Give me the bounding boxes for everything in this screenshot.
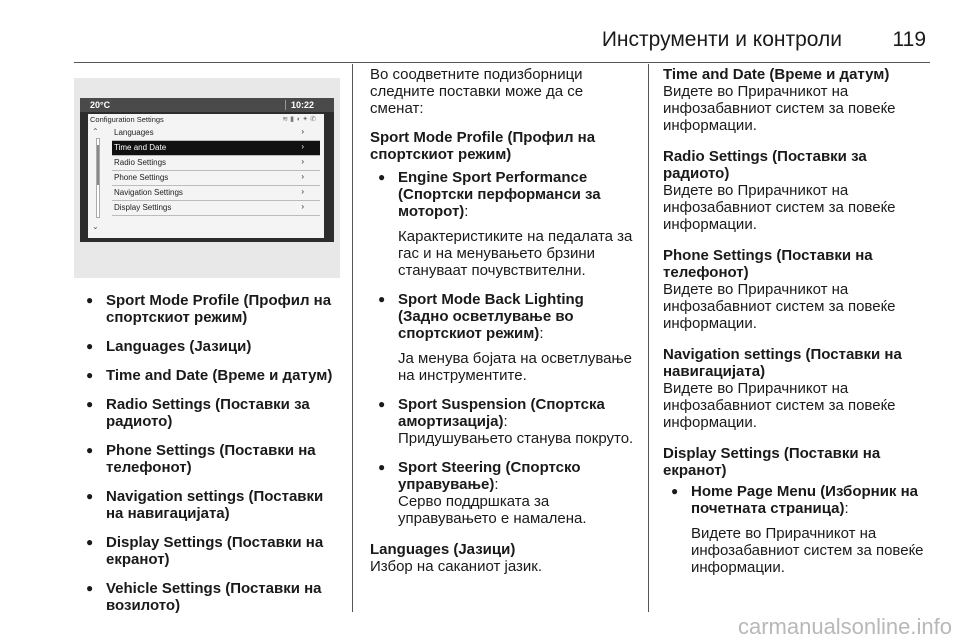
- languages-heading: Languages (Јазици): [370, 541, 516, 558]
- chevron-right-icon: ›: [301, 202, 304, 211]
- settings-icon: ✦: [302, 116, 311, 123]
- settings-menu: [112, 126, 320, 216]
- display-item: ● Home Page Menu (Изборник на почетната страница): Видете во Прирачникот на инфозабавниот систем за повеќе информации.: [671, 483, 937, 576]
- scroll-thumb[interactable]: [97, 145, 99, 185]
- settings-section: [663, 247, 937, 332]
- phone-icon: ✆: [310, 116, 318, 123]
- status-icons: [282, 115, 318, 123]
- list-item: ● Sport Suspension (Спортска амортизација): Придушувањето станува покруто.: [378, 396, 638, 447]
- chevron-right-icon: ›: [301, 127, 304, 136]
- list-item: ● Languages (Јазици): [86, 338, 344, 355]
- wifi-icon: ≋: [282, 116, 291, 123]
- languages-text: Избор на саканиот јазик.: [370, 558, 543, 575]
- page-title: Инструменти и контроли: [601, 28, 842, 51]
- scroll-up-icon[interactable]: ⌃: [92, 127, 99, 136]
- list-item: ● Time and Date (Време и датум): [86, 367, 344, 384]
- section-heading: Sport Mode Profile (Профил на спортскиот режим): [370, 129, 596, 163]
- header-rule: [74, 62, 930, 63]
- chevron-right-icon: ›: [301, 172, 304, 181]
- menu-item-label: Radio Settings: [114, 158, 167, 167]
- menu-item[interactable]: [112, 156, 320, 171]
- section-text: Видете во Прирачникот на инфозабавниот систем за повеќе информации.: [663, 83, 896, 134]
- display-item-desc: Видете во Прирачникот на инфозабавниот систем за повеќе информации.: [691, 525, 924, 576]
- menu-item[interactable]: [112, 171, 320, 186]
- page-number: 119: [892, 28, 926, 51]
- list-item: ● Radio Settings (Поставки за радиото): [86, 396, 344, 430]
- clock-readout: 10:22: [290, 100, 314, 110]
- section-text: Видете во Прирачникот на инфозабавниот систем за повеќе информации.: [663, 380, 896, 431]
- signal-icon: ▮: [290, 116, 297, 123]
- menu-item-label: Languages: [114, 128, 154, 137]
- screen-title: Configuration Settings: [90, 115, 164, 124]
- section-heading: Phone Settings (Поставки на телефонот): [663, 247, 873, 281]
- settings-panel: [88, 114, 324, 238]
- scrollbar[interactable]: [96, 138, 100, 218]
- screen-figure: [74, 78, 340, 278]
- column-3: [663, 66, 937, 588]
- list-item: ● Phone Settings (Поставки на телефонот): [86, 442, 344, 476]
- column-1: [86, 292, 344, 626]
- scroll-down-icon[interactable]: ⌄: [92, 222, 99, 231]
- list-item: ● Engine Sport Performance (Спортски перформанси за моторот): Карактеристиките на педалата за гас и на менувањето брзини стануваат почувствителни.: [378, 169, 638, 279]
- sport-mode-items: [370, 169, 638, 527]
- display-heading: Display Settings (Поставки на екранот): [663, 445, 881, 479]
- temperature-readout: 20°C: [90, 100, 111, 110]
- list-item: ● Display Settings (Поставки на екранот): [86, 534, 344, 568]
- settings-section: [663, 66, 937, 134]
- menu-item-label: Phone Settings: [114, 173, 169, 182]
- column-divider-1: [352, 64, 353, 612]
- display-item-title: Home Page Menu (Изборник на почетната страница): [691, 483, 918, 517]
- watermark: carmanualsonline.info: [737, 614, 952, 639]
- section-text: Видете во Прирачникот на инфозабавниот систем за повеќе информации.: [663, 281, 896, 332]
- settings-section: [663, 346, 937, 431]
- column-divider-2: [648, 64, 649, 612]
- section-heading: Navigation settings (Поставки на навигацијата): [663, 346, 902, 380]
- list-item: ● Sport Steering (Спортско управување): Серво поддршката за управувањето е намалена.: [378, 459, 638, 527]
- settings-sections: [663, 66, 937, 431]
- item-desc: Карактеристиките на педалата за гас и на менувањето брзини стануваат почувствителни.: [398, 228, 633, 279]
- settings-section: [663, 148, 937, 233]
- menu-item[interactable]: [112, 201, 320, 216]
- menu-item-label: Navigation Settings: [114, 188, 183, 197]
- section-text: Видете во Прирачникот на инфозабавниот систем за повеќе информации.: [663, 182, 896, 233]
- menu-item[interactable]: [112, 126, 320, 141]
- item-title: Sport Suspension (Спортска амортизација): [398, 396, 605, 430]
- status-separator: [285, 100, 286, 110]
- item-title: Sport Steering (Спортско управување): [398, 459, 581, 493]
- intro-text: Во соодветните подизборници следните поставки може да се сменат:: [370, 66, 584, 117]
- menu-item[interactable]: [112, 141, 320, 156]
- item-desc: Ја менува бојата на осветлување на инструментите.: [398, 350, 632, 384]
- item-title: Sport Mode Back Lighting (Задно осветлување во спортскиот режим): [398, 291, 584, 342]
- infotainment-display: [80, 98, 334, 242]
- section-heading: Radio Settings (Поставки за радиото): [663, 148, 867, 182]
- list-item: ● Sport Mode Profile (Профил на спортскиот режим): [86, 292, 344, 326]
- list-item: ● Navigation settings (Поставки на навигацијата): [86, 488, 344, 522]
- menu-item[interactable]: [112, 186, 320, 201]
- display-status-bar: [80, 98, 334, 112]
- list-item: ● Sport Mode Back Lighting (Задно осветлување во спортскиот режим): Ја менува бојата на осветлување на инструментите.: [378, 291, 638, 384]
- column-2: [370, 66, 638, 575]
- chevron-right-icon: ›: [301, 187, 304, 196]
- page-header: [0, 0, 960, 60]
- list-item: ● Vehicle Settings (Поставки на возилото): [86, 580, 344, 614]
- item-desc: Придушувањето станува покруто.: [398, 430, 634, 447]
- item-title: Engine Sport Performance (Спортски перформанси за моторот): [398, 169, 601, 220]
- chevron-right-icon: ›: [301, 142, 304, 151]
- item-desc: Серво поддршката за управувањето е намалена.: [398, 493, 587, 527]
- chevron-right-icon: ›: [301, 157, 304, 166]
- menu-item-label: Time and Date: [114, 143, 167, 152]
- menu-item-label: Display Settings: [114, 203, 172, 212]
- section-heading: Time and Date (Време и датум): [663, 66, 890, 83]
- sound-icon: ◖: [296, 116, 303, 123]
